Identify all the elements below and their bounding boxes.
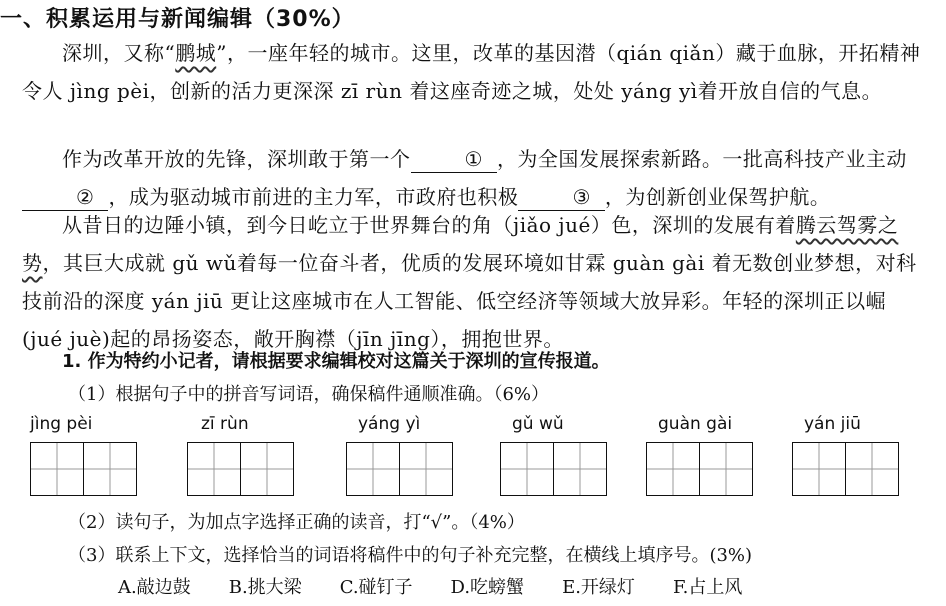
p2-text-b: ，为全国发展探索新路。一批高科技产业主动 — [496, 147, 907, 171]
p3-wavy-phrase: 腾云驾雾之势 — [22, 213, 899, 275]
question-1: 1. 作为特约小记者，请根据要求编辑校对这篇关于深圳的宣传报道。 — [62, 351, 610, 372]
pinyin-label: yáng yì — [358, 414, 421, 434]
passage-paragraph-3 — [22, 206, 922, 358]
pinyin-label: zī rùn — [201, 414, 249, 434]
pinyin-group-4 — [500, 414, 605, 496]
pinyin-writing-row — [0, 414, 946, 502]
tianzige-box[interactable] — [553, 442, 607, 496]
sub-question-3: （3）联系上下文，选择恰当的词语将稿件中的句子补充完整，在横线上填序号。(3%) — [68, 545, 753, 566]
p3-text-a: 从昔日的边陲小镇，到今日屹立于世界舞台的角（jiǎo jué）色，深圳的发展有着 — [62, 213, 796, 237]
answer-options — [118, 573, 742, 599]
sub-question-1: （1）根据句子中的拼音写词语，确保稿件通顺准确。（6%） — [68, 384, 550, 405]
p3-text-b: ，其巨大成就 gǔ wǔ着每一位奋斗者，优质的发展环境如甘霖 guàn gài 着无数创业梦想，对科技前沿的深度 yán jiū 更让这座城市在人工智能、低空经济等领域大放异彩。年轻的深圳正以崛(jué juè)起的昂扬姿态，敞开胸襟（jīn jīng），拥抱世界。 — [22, 251, 917, 351]
tianzige-box[interactable] — [83, 442, 137, 496]
pinyin-label: jìng pèi — [30, 414, 93, 434]
passage-paragraph-1 — [22, 34, 922, 110]
p1-wavy-word: 鹏城 — [175, 41, 217, 65]
blank-2[interactable]: ② — [22, 184, 108, 211]
blank-3[interactable]: ③ — [518, 184, 604, 211]
option-c: C.碰钉子 — [339, 577, 413, 598]
tianzige-box[interactable] — [845, 442, 899, 496]
pinyin-group-2 — [187, 414, 292, 496]
pinyin-group-6 — [792, 414, 897, 496]
p2-text-a: 作为改革开放的先锋，深圳敢于第一个 — [62, 147, 411, 171]
tianzige-box[interactable] — [646, 442, 700, 496]
option-e: E.开绿灯 — [562, 577, 635, 598]
pinyin-label: guàn gài — [658, 414, 733, 434]
tianzige-box[interactable] — [240, 442, 294, 496]
pinyin-group-5 — [646, 414, 751, 496]
tianzige-box[interactable] — [699, 442, 753, 496]
p2-text-d: ，为创新创业保驾护航。 — [604, 185, 831, 209]
sub-question-2: （2）读句子，为加点字选择正确的读音，打“√”。（4%） — [68, 512, 525, 533]
passage-paragraph-2 — [22, 140, 922, 216]
tianzige-box[interactable] — [792, 442, 846, 496]
p2-text-c: ，成为驱动城市前进的主力军，市政府也积极 — [108, 185, 519, 209]
tianzige-box[interactable] — [30, 442, 84, 496]
option-b: B.挑大梁 — [228, 577, 302, 598]
option-a: A.敲边鼓 — [118, 577, 191, 598]
pinyin-group-1 — [30, 414, 135, 496]
pinyin-group-3 — [346, 414, 451, 496]
tianzige-box[interactable] — [500, 442, 554, 496]
pinyin-label: gǔ wǔ — [512, 414, 564, 434]
option-d: D.吃螃蟹 — [450, 577, 525, 598]
blank-1[interactable]: ① — [411, 146, 497, 173]
pinyin-label: yán jiū — [804, 414, 861, 434]
tianzige-box[interactable] — [187, 442, 241, 496]
p1-text-a: 深圳，又称“ — [62, 41, 176, 65]
tianzige-box[interactable] — [346, 442, 400, 496]
tianzige-box[interactable] — [399, 442, 453, 496]
option-f: F.占上风 — [672, 577, 743, 598]
p1-text-b: ”，一座年轻的城市。这里，改革的基因潜（qián qiǎn）藏于血脉，开拓精神令人 jìng pèi，创新的活力更深深 zī rùn 着这座奇迹之城，处处 yáng yì着开放自信的气息。 — [22, 41, 921, 103]
section-title: 一、积累运用与新闻编辑（30%） — [0, 7, 355, 32]
